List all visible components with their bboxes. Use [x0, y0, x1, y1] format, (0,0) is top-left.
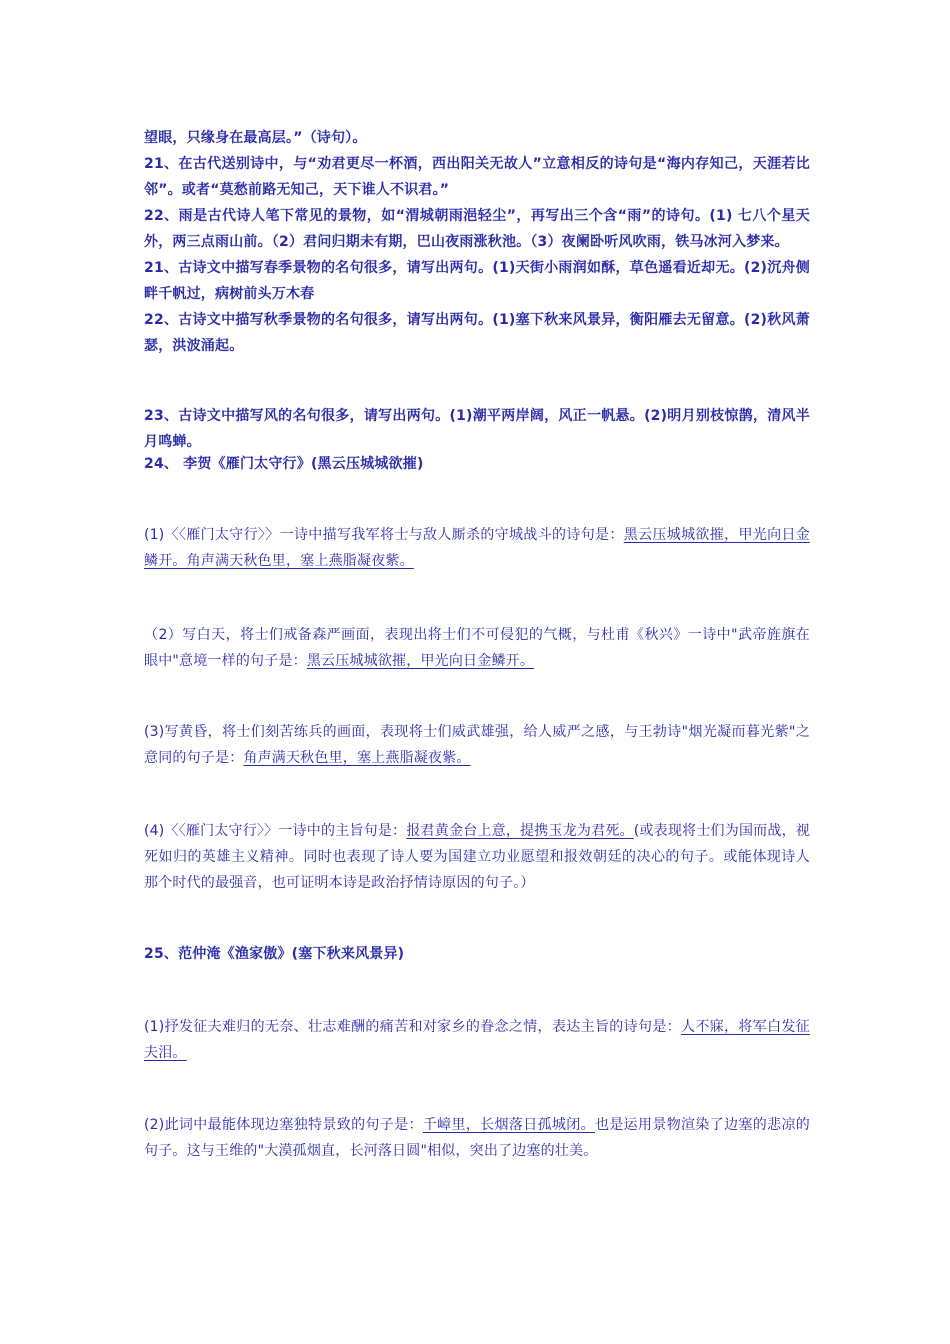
question-note: 也是运用景物渲染了边塞的悲凉的句子。这与王维的"大漠孤烟直，长河落日圆"相似，突出了边塞的壮美。: [144, 1117, 811, 1159]
paragraph-q21-spring: 21、古诗文中描写春季景物的名句很多，请写出两句。(1)天街小雨润如酥，草色遥看近却无。(2)沉舟侧畔千帆过，病树前头万木春: [144, 260, 810, 302]
answer-underlined: 千嶂里，长烟落日孤城闭。: [422, 1117, 595, 1133]
question-text: (1)抒发征夫难归的无奈、壮志难酬的痛苦和对家乡的眷念之情，表达主旨的诗句是：: [144, 1019, 682, 1035]
paragraph-q22-rain: 22、雨是古代诗人笔下常见的景物，如“渭城朝雨浥轻尘”，再写出三个含“雨”的诗句。(1) 七八个星天外，两三点雨山前。（2）君问归期未有期，巴山夜雨涨秋池。（3）夜阑卧听风吹雨，铁马冰河入梦来。: [144, 208, 810, 250]
question-24-4: [144, 818, 810, 896]
question-text: （2）写白天，将士们戒备森严画面，表现出将士们不可侵犯的气概，与杜甫《秋兴》一诗中"武帝旌旗在眼中"意境一样的句子是：: [144, 627, 810, 669]
paragraph-q21-farewell: 21、在古代送别诗中，与“劝君更尽一杯酒，西出阳关无故人”立意相反的诗句是“海内存知己，天涯若比邻”。或者“莫愁前路无知己，天下谁人不识君。”: [144, 156, 810, 198]
question-24-1: [144, 522, 810, 574]
answer-underlined: 报君黄金台上意，提携玉龙为君死。: [406, 823, 634, 839]
question-text: (3)写黄昏，将士们刻苦练兵的画面，表现将士们威武雄强，给人威严之感，与王勃诗"烟光凝而暮光紫"之意同的句子是：: [144, 724, 810, 766]
question-25-2: [144, 1112, 810, 1164]
answer-underlined: 黑云压城城欲摧，甲光向日金鳞开。: [306, 653, 535, 669]
answer-underlined: 黑云压城城欲摧，甲光向日金鳞开。角声满天秋色里，塞上燕脂凝夜紫。: [144, 527, 810, 569]
heading-q25-fan-zhongyan: 25、范仲淹《渔家傲》(塞下秋来风景异): [144, 946, 405, 962]
question-24-3: [144, 719, 810, 771]
question-text: (4)〈〈雁门太守行〉〉一诗中的主旨句是：: [144, 823, 407, 839]
question-24-2: [144, 622, 810, 674]
answer-underlined: 角声满天秋色里，塞上燕脂凝夜紫。: [243, 750, 471, 766]
paragraph-q22-autumn: 22、古诗文中描写秋季景物的名句很多，请写出两句。(1)塞下秋来风景异，衡阳雁去无留意。(2)秋风萧瑟，洪波涌起。: [144, 312, 810, 354]
question-25-1: [144, 1014, 810, 1066]
question-note: (或表现将士们为国而战，视死如归的英雄主义精神。同时也表现了诗人要为国建立功业愿望和报效朝廷的决心的句子。或能体现诗人那个时代的最强音，也可证明本诗是政治抒情诗原因的句子。）: [144, 823, 811, 891]
heading-q24-li-he: 24、 李贺《雁门太守行》(黑云压城城欲摧): [144, 456, 424, 472]
answer-underlined: 人不寐，将军白发征夫泪。: [144, 1019, 810, 1061]
question-text: (2)此词中最能体现边塞独特景致的句子是：: [144, 1117, 423, 1133]
paragraph-poem-fragment: 望眼，只缘身在最高层。”（诗句）。: [144, 130, 367, 146]
question-text: (1)〈〈雁门太守行〉〉一诗中描写我军将士与敌人厮杀的守城战斗的诗句是：: [144, 527, 624, 543]
paragraph-q23-wind: 23、古诗文中描写风的名句很多，请写出两句。(1)潮平两岸阔，风正一帆悬。(2)明月别枝惊鹊，清风半月鸣蝉。: [144, 408, 810, 450]
